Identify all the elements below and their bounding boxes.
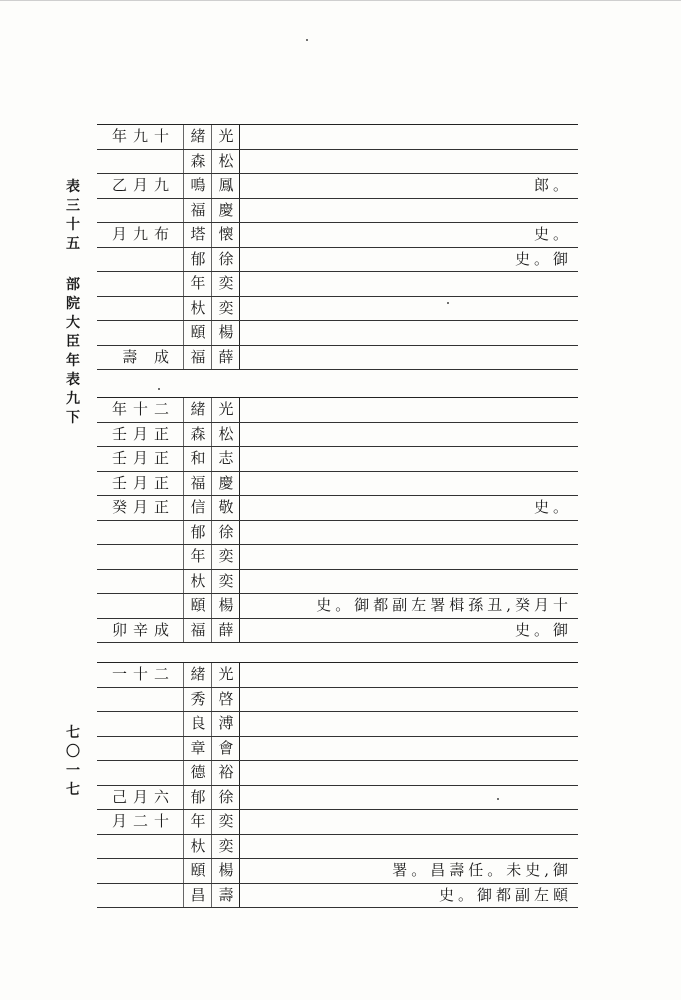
name-cell: 德 [183, 761, 212, 785]
table-row [97, 761, 578, 786]
date-cell [97, 272, 179, 296]
note-cell [239, 423, 578, 447]
name-cell: 郁 [183, 786, 212, 810]
date-cell: 年十二 [111, 400, 175, 418]
table-row [97, 174, 578, 199]
name-cell: 福 [183, 199, 212, 223]
page-number [62, 724, 84, 800]
margin-char: 十 [66, 217, 80, 233]
date-cell [97, 248, 179, 272]
date-cell: 一十二 [111, 665, 175, 683]
name-cell: 奕 [211, 545, 240, 569]
name-cell: 和 [183, 447, 212, 471]
margin-char: 一 [66, 763, 80, 779]
name-cell: 秀 [183, 688, 212, 712]
name-cell: 奕 [211, 272, 240, 296]
name-cell: 志 [211, 447, 240, 471]
name-cell: 溥 [211, 712, 240, 736]
name-cell: 昌 [183, 884, 212, 908]
table-row [97, 810, 578, 835]
date-cell [97, 737, 179, 761]
note-cell [239, 761, 578, 785]
name-cell: 鳴 [183, 174, 212, 198]
margin-char: 院 [66, 296, 80, 312]
name-cell: 年 [183, 545, 212, 569]
note-cell [239, 398, 578, 422]
table-section-3 [97, 662, 578, 908]
name-cell: 良 [183, 712, 212, 736]
table-row [97, 248, 578, 273]
note-cell [239, 125, 578, 149]
name-cell: 郁 [183, 521, 212, 545]
date-cell: 己月六 [111, 787, 175, 806]
date-cell [97, 321, 179, 345]
name-cell: 薛 [211, 346, 240, 370]
name-cell: 敬 [211, 496, 240, 520]
date-cell [97, 594, 179, 618]
date-cell [97, 570, 179, 594]
note-cell: 郎。 [239, 174, 578, 198]
name-cell: 奕 [211, 570, 240, 594]
note-cell [239, 712, 578, 736]
name-cell: 杕 [183, 835, 212, 859]
table-row [97, 321, 578, 346]
table-row [97, 737, 578, 762]
name-cell: 徐 [211, 521, 240, 545]
note-cell: 署。昌壽任。未史,御 [239, 859, 578, 883]
table-row [97, 124, 578, 150]
table-row [97, 884, 578, 909]
note-cell [239, 737, 578, 761]
margin-char: 表 [66, 372, 80, 388]
margin-char: 年 [66, 353, 80, 369]
name-cell: 慶 [211, 472, 240, 496]
name-cell: 森 [183, 423, 212, 447]
date-cell: 癸月正 [111, 498, 175, 516]
note-cell: 史。御都副左署楫孫丑,癸月十 [239, 594, 578, 618]
margin-char: 臣 [66, 334, 80, 350]
date-cell: 壬月正 [111, 424, 175, 443]
note-cell [239, 786, 578, 810]
note-cell: 史。御 [239, 248, 578, 272]
margin-char: 〇 [66, 744, 80, 760]
table-row [97, 472, 578, 497]
table-row [97, 397, 578, 423]
note-cell [239, 570, 578, 594]
date-cell: 壽 成 [122, 347, 175, 366]
name-cell: 楊 [211, 859, 240, 883]
date-cell [97, 835, 179, 859]
name-cell: 鳳 [211, 174, 240, 198]
date-cell [97, 297, 179, 321]
note-cell [239, 321, 578, 345]
note-cell [239, 447, 578, 471]
note-cell: 史。 [239, 223, 578, 247]
name-cell: 福 [183, 472, 212, 496]
table-row [97, 570, 578, 595]
margin-title [62, 178, 84, 428]
name-cell: 年 [183, 272, 212, 296]
name-cell: 緒 [183, 398, 212, 422]
note-cell: 史。御 [239, 619, 578, 643]
date-cell [97, 859, 179, 883]
speck [497, 798, 499, 800]
date-cell [97, 150, 179, 174]
margin-char: 大 [66, 315, 80, 331]
name-cell: 福 [183, 346, 212, 370]
table-row [97, 346, 578, 371]
name-cell: 年 [183, 810, 212, 834]
date-cell: 月九布 [111, 225, 175, 243]
name-cell: 杕 [183, 570, 212, 594]
date-cell: 卯辛成 [111, 620, 175, 639]
note-cell [239, 835, 578, 859]
table-row [97, 199, 578, 224]
note-cell [239, 521, 578, 545]
note-cell [239, 150, 578, 174]
name-cell: 楊 [211, 594, 240, 618]
table-section-2 [97, 397, 578, 643]
date-cell [97, 712, 179, 736]
table-row [97, 423, 578, 448]
date-cell [97, 521, 179, 545]
note-cell [239, 199, 578, 223]
table-row [97, 835, 578, 860]
date-cell: 壬月正 [111, 449, 175, 467]
table-row [97, 619, 578, 644]
margin-char: 表 [66, 179, 80, 195]
date-cell: 月二十 [111, 812, 175, 830]
name-cell: 松 [211, 150, 240, 174]
name-cell: 塔 [183, 223, 212, 247]
date-cell [97, 199, 179, 223]
name-cell: 杕 [183, 297, 212, 321]
table-row [97, 150, 578, 175]
table-row [97, 521, 578, 546]
table-row [97, 688, 578, 713]
name-cell: 會 [211, 737, 240, 761]
name-cell: 森 [183, 150, 212, 174]
name-cell: 懐 [211, 223, 240, 247]
table-row [97, 272, 578, 297]
table-row [97, 545, 578, 570]
name-cell: 頤 [183, 859, 212, 883]
name-cell: 奕 [211, 297, 240, 321]
name-cell: 緒 [183, 125, 212, 149]
name-cell: 楊 [211, 321, 240, 345]
date-cell [97, 884, 179, 908]
name-cell: 信 [183, 496, 212, 520]
name-cell: 奕 [211, 835, 240, 859]
margin-char: 七 [66, 782, 80, 798]
speck [447, 302, 449, 304]
name-cell: 徐 [211, 786, 240, 810]
name-cell: 章 [183, 737, 212, 761]
name-cell: 頤 [183, 594, 212, 618]
date-cell [97, 688, 179, 712]
note-cell [239, 297, 578, 321]
name-cell: 頤 [183, 321, 212, 345]
date-cell: 年九十 [111, 127, 175, 145]
name-cell: 光 [211, 125, 240, 149]
note-cell: 史。 [239, 496, 578, 520]
date-cell: 壬月正 [111, 473, 175, 492]
note-cell [239, 346, 578, 370]
name-cell: 福 [183, 619, 212, 643]
margin-char: 七 [66, 725, 80, 741]
margin-char: 下 [66, 410, 80, 426]
margin-char: 三 [66, 198, 80, 214]
note-cell [239, 688, 578, 712]
margin-char: 五 [66, 236, 80, 252]
table-row [97, 297, 578, 322]
table-row [97, 223, 578, 248]
name-cell: 裕 [211, 761, 240, 785]
name-cell: 奕 [211, 810, 240, 834]
note-cell [239, 663, 578, 687]
date-cell [97, 761, 179, 785]
table-row [97, 712, 578, 737]
date-cell [97, 545, 179, 569]
margin-char: 部 [66, 277, 80, 293]
name-cell: 光 [211, 663, 240, 687]
table-row [97, 786, 578, 811]
name-cell: 薛 [211, 619, 240, 643]
name-cell: 郁 [183, 248, 212, 272]
name-cell: 緒 [183, 663, 212, 687]
note-cell [239, 810, 578, 834]
name-cell: 啓 [211, 688, 240, 712]
date-cell: 乙月九 [111, 176, 175, 194]
name-cell: 松 [211, 423, 240, 447]
table-row [97, 447, 578, 472]
name-cell: 光 [211, 398, 240, 422]
name-cell: 壽 [211, 884, 240, 908]
table-row [97, 594, 578, 619]
speck [306, 39, 308, 41]
page-top-border [0, 0, 681, 1]
margin-char: 九 [66, 391, 80, 407]
note-cell [239, 272, 578, 296]
note-cell [239, 472, 578, 496]
table-section-1 [97, 124, 578, 370]
speck [158, 388, 160, 390]
table-row [97, 859, 578, 884]
name-cell: 慶 [211, 199, 240, 223]
table-row [97, 496, 578, 521]
note-cell: 史。御都副左頤 [239, 884, 578, 908]
note-cell [239, 545, 578, 569]
name-cell: 徐 [211, 248, 240, 272]
table-row [97, 662, 578, 688]
